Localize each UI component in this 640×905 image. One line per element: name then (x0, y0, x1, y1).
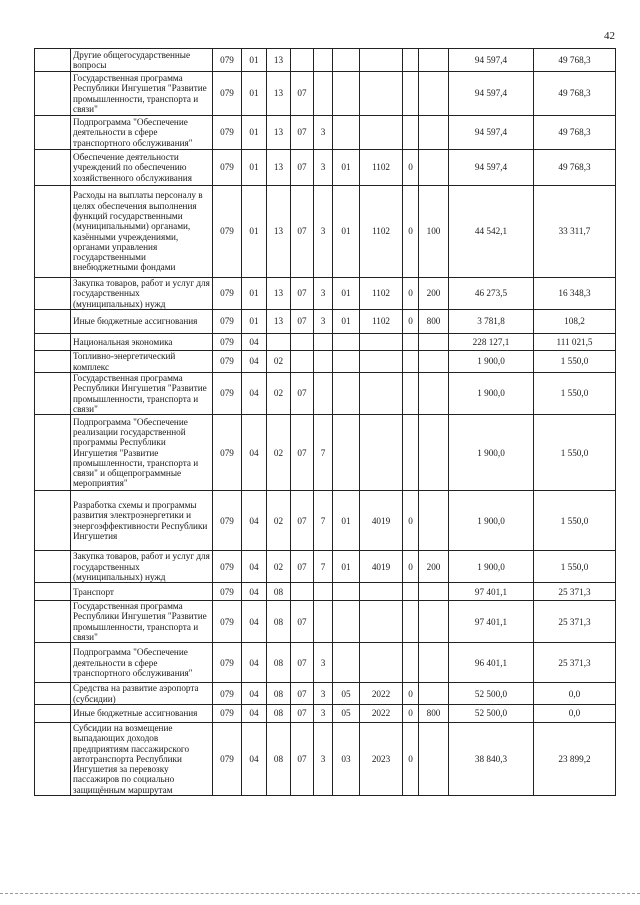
table-row (35, 373, 616, 415)
admin-code: 079 (213, 415, 242, 491)
row-name: Расходы на выплаты персоналу в целях обеспечения выполнения функций государственными (муниципальными) органами, казёнными учреждениями, органами управления государственными внебюджетными фондами (71, 186, 213, 278)
subsection-code (267, 334, 291, 351)
main-activity-code (333, 351, 360, 373)
subprogram-code: 7 (314, 415, 333, 491)
row-name: Транспорт (71, 583, 213, 601)
direction-code (360, 49, 403, 72)
subsection-code: 13 (267, 150, 291, 186)
section-code: 04 (242, 601, 267, 643)
direction-code (360, 415, 403, 491)
section-code: 04 (242, 551, 267, 583)
row-name: Обеспечение деятельности учреждений по обеспечению хозяйственного обслуживания (71, 150, 213, 186)
subprogram-code (314, 583, 333, 601)
main-activity-code: 01 (333, 310, 360, 334)
group-code (403, 49, 419, 72)
main-activity-code (333, 72, 360, 116)
row-name: Закупка товаров, работ и услуг для государственных (муниципальных) нужд (71, 278, 213, 310)
main-activity-code: 01 (333, 491, 360, 551)
subprogram-code (314, 49, 333, 72)
amount-planned: 94 597,4 (449, 49, 534, 72)
amount-executed: 33 311,7 (534, 186, 616, 278)
amount-executed: 1 550,0 (534, 415, 616, 491)
main-activity-code: 01 (333, 278, 360, 310)
admin-code: 079 (213, 116, 242, 150)
admin-code: 079 (213, 491, 242, 551)
direction-code: 2022 (360, 683, 403, 705)
row-index-cell (35, 334, 71, 351)
row-index-cell (35, 373, 71, 415)
row-index-cell (35, 351, 71, 373)
group-code: 0 (403, 491, 419, 551)
expense-type-code (419, 683, 449, 705)
row-name: Топливно-энергетический комплекс (71, 351, 213, 373)
admin-code: 079 (213, 373, 242, 415)
subprogram-code (314, 351, 333, 373)
group-code (403, 116, 419, 150)
direction-code (360, 601, 403, 643)
main-activity-code: 01 (333, 150, 360, 186)
subprogram-code (314, 72, 333, 116)
amount-planned: 52 500,0 (449, 683, 534, 705)
admin-code: 079 (213, 310, 242, 334)
row-index-cell (35, 491, 71, 551)
subprogram-code: 7 (314, 491, 333, 551)
table-row (35, 722, 616, 795)
amount-planned: 94 597,4 (449, 150, 534, 186)
subsection-code: 13 (267, 186, 291, 278)
expense-type-code (419, 72, 449, 116)
group-code (403, 643, 419, 683)
program-code: 07 (291, 683, 314, 705)
amount-executed: 1 550,0 (534, 373, 616, 415)
direction-code: 1102 (360, 186, 403, 278)
direction-code: 2023 (360, 722, 403, 795)
subsection-code: 02 (267, 415, 291, 491)
table-row (35, 116, 616, 150)
amount-executed: 1 550,0 (534, 551, 616, 583)
table-row (35, 334, 616, 351)
expense-type-code (419, 351, 449, 373)
row-index-cell (35, 278, 71, 310)
main-activity-code (333, 643, 360, 683)
subsection-code: 13 (267, 116, 291, 150)
row-name: Государственная программа Республики Ингушетия "Развитие промышленности, транспорта и связи" (71, 72, 213, 116)
section-code: 01 (242, 72, 267, 116)
program-code: 07 (291, 601, 314, 643)
row-index-cell (35, 186, 71, 278)
expense-type-code (419, 491, 449, 551)
group-code: 0 (403, 683, 419, 705)
amount-executed: 1 550,0 (534, 351, 616, 373)
group-code (403, 72, 419, 116)
expense-type-code (419, 415, 449, 491)
row-name: Разработка схемы и программы развития электроэнергетики и энергоэффективности Республики Ингушетия (71, 491, 213, 551)
row-name: Подпрограмма "Обеспечение деятельности в сфере транспортного обслуживания" (71, 643, 213, 683)
row-name: Субсидии на возмещение выпадающих доходов предприятиям пассажирского автотранспорта Республики Ингушетия за перевозку пассажиров по социально защищённым маршрутам (71, 722, 213, 795)
row-index-cell (35, 415, 71, 491)
section-code: 04 (242, 722, 267, 795)
subprogram-code: 3 (314, 722, 333, 795)
main-activity-code: 05 (333, 704, 360, 722)
group-code: 0 (403, 722, 419, 795)
program-code: 07 (291, 373, 314, 415)
subsection-code: 02 (267, 551, 291, 583)
row-index-cell (35, 704, 71, 722)
expense-type-code (419, 150, 449, 186)
main-activity-code (333, 601, 360, 643)
group-code (403, 351, 419, 373)
group-code (403, 601, 419, 643)
program-code: 07 (291, 704, 314, 722)
table-row (35, 150, 616, 186)
program-code: 07 (291, 278, 314, 310)
row-index-cell (35, 583, 71, 601)
subsection-code: 02 (267, 491, 291, 551)
group-code (403, 373, 419, 415)
table-row (35, 72, 616, 116)
admin-code: 079 (213, 683, 242, 705)
amount-planned: 1 900,0 (449, 351, 534, 373)
main-activity-code (333, 415, 360, 491)
expense-type-code: 800 (419, 310, 449, 334)
amount-planned: 97 401,1 (449, 601, 534, 643)
direction-code: 4019 (360, 551, 403, 583)
program-code (291, 583, 314, 601)
group-code: 0 (403, 150, 419, 186)
amount-executed: 23 899,2 (534, 722, 616, 795)
table-row (35, 601, 616, 643)
program-code: 07 (291, 491, 314, 551)
section-code: 01 (242, 310, 267, 334)
group-code (403, 415, 419, 491)
main-activity-code: 01 (333, 551, 360, 583)
section-code: 01 (242, 150, 267, 186)
amount-executed: 25 371,3 (534, 583, 616, 601)
budget-table (34, 48, 616, 796)
section-code: 01 (242, 49, 267, 72)
subprogram-code: 7 (314, 551, 333, 583)
amount-executed: 49 768,3 (534, 72, 616, 116)
program-code: 07 (291, 415, 314, 491)
amount-executed: 108,2 (534, 310, 616, 334)
row-name: Средства на развитие аэропорта (субсидии) (71, 683, 213, 705)
admin-code: 079 (213, 49, 242, 72)
table-row (35, 683, 616, 705)
direction-code (360, 351, 403, 373)
subsection-code: 08 (267, 643, 291, 683)
program-code: 07 (291, 551, 314, 583)
row-index-cell (35, 49, 71, 72)
table-row (35, 351, 616, 373)
amount-planned: 1 900,0 (449, 415, 534, 491)
row-index-cell (35, 722, 71, 795)
row-index-cell (35, 683, 71, 705)
amount-executed: 111 021,5 (534, 334, 616, 351)
row-name: Другие общегосударственные вопросы (71, 49, 213, 72)
direction-code: 4019 (360, 491, 403, 551)
section-code: 04 (242, 683, 267, 705)
subsection-code: 13 (267, 310, 291, 334)
group-code (403, 334, 419, 351)
admin-code: 079 (213, 186, 242, 278)
admin-code: 079 (213, 150, 242, 186)
program-code: 07 (291, 72, 314, 116)
subsection-code: 13 (267, 278, 291, 310)
amount-planned: 97 401,1 (449, 583, 534, 601)
amount-executed: 16 348,3 (534, 278, 616, 310)
admin-code: 079 (213, 551, 242, 583)
expense-type-code (419, 373, 449, 415)
admin-code: 079 (213, 334, 242, 351)
row-index-cell (35, 116, 71, 150)
row-name: Иные бюджетные ассигнования (71, 310, 213, 334)
section-code: 04 (242, 643, 267, 683)
main-activity-code: 05 (333, 683, 360, 705)
program-code: 07 (291, 722, 314, 795)
row-name: Иные бюджетные ассигнования (71, 704, 213, 722)
expense-type-code (419, 722, 449, 795)
section-code: 01 (242, 186, 267, 278)
admin-code: 079 (213, 583, 242, 601)
expense-type-code: 200 (419, 551, 449, 583)
direction-code (360, 373, 403, 415)
program-code: 07 (291, 150, 314, 186)
expense-type-code: 100 (419, 186, 449, 278)
amount-planned: 52 500,0 (449, 704, 534, 722)
group-code: 0 (403, 310, 419, 334)
table-row (35, 491, 616, 551)
page-bottom-line (0, 893, 640, 894)
section-code: 04 (242, 415, 267, 491)
table-row (35, 551, 616, 583)
amount-executed: 0,0 (534, 683, 616, 705)
main-activity-code (333, 373, 360, 415)
amount-executed: 49 768,3 (534, 116, 616, 150)
subsection-code: 13 (267, 72, 291, 116)
expense-type-code: 200 (419, 278, 449, 310)
expense-type-code (419, 334, 449, 351)
subsection-code: 08 (267, 583, 291, 601)
group-code: 0 (403, 186, 419, 278)
admin-code: 079 (213, 72, 242, 116)
main-activity-code (333, 334, 360, 351)
main-activity-code (333, 583, 360, 601)
group-code: 0 (403, 704, 419, 722)
table-row (35, 704, 616, 722)
direction-code: 1102 (360, 310, 403, 334)
subsection-code: 02 (267, 373, 291, 415)
row-name: Национальная экономика (71, 334, 213, 351)
main-activity-code (333, 49, 360, 72)
subprogram-code: 3 (314, 704, 333, 722)
amount-planned: 1 900,0 (449, 491, 534, 551)
program-code: 07 (291, 186, 314, 278)
admin-code: 079 (213, 601, 242, 643)
table-row (35, 49, 616, 72)
row-name: Подпрограмма "Обеспечение реализации государственной программы Республики Ингушетия "Развитие промышленности, транспорта и связи" и общепрограммные мероприятия" (71, 415, 213, 491)
section-code: 04 (242, 351, 267, 373)
table-row (35, 278, 616, 310)
admin-code: 079 (213, 643, 242, 683)
direction-code: 1102 (360, 150, 403, 186)
subprogram-code: 3 (314, 150, 333, 186)
section-code: 04 (242, 583, 267, 601)
direction-code (360, 116, 403, 150)
row-index-cell (35, 72, 71, 116)
subprogram-code (314, 601, 333, 643)
section-code: 04 (242, 334, 267, 351)
direction-code (360, 583, 403, 601)
subsection-code: 08 (267, 722, 291, 795)
amount-planned: 94 597,4 (449, 116, 534, 150)
table-row (35, 186, 616, 278)
row-index-cell (35, 150, 71, 186)
amount-executed: 25 371,3 (534, 601, 616, 643)
subprogram-code: 3 (314, 683, 333, 705)
amount-executed: 49 768,3 (534, 150, 616, 186)
section-code: 01 (242, 278, 267, 310)
amount-planned: 46 273,5 (449, 278, 534, 310)
subprogram-code: 3 (314, 186, 333, 278)
row-name: Закупка товаров, работ и услуг для государственных (муниципальных) нужд (71, 551, 213, 583)
row-name: Государственная программа Республики Ингушетия "Развитие промышленности, транспорта и связи" (71, 373, 213, 415)
amount-planned: 1 900,0 (449, 373, 534, 415)
program-code (291, 334, 314, 351)
subsection-code: 02 (267, 351, 291, 373)
page-number: 42 (604, 30, 615, 42)
program-code: 07 (291, 643, 314, 683)
row-name: Государственная программа Республики Ингушетия "Развитие промышленности, транспорта и связи" (71, 601, 213, 643)
direction-code: 1102 (360, 278, 403, 310)
direction-code (360, 334, 403, 351)
admin-code: 079 (213, 278, 242, 310)
main-activity-code (333, 116, 360, 150)
amount-executed: 49 768,3 (534, 49, 616, 72)
row-name: Подпрограмма "Обеспечение деятельности в сфере транспортного обслуживания" (71, 116, 213, 150)
subsection-code: 13 (267, 49, 291, 72)
expense-type-code (419, 643, 449, 683)
expense-type-code (419, 49, 449, 72)
row-index-cell (35, 310, 71, 334)
amount-planned: 228 127,1 (449, 334, 534, 351)
amount-planned: 1 900,0 (449, 551, 534, 583)
amount-executed: 1 550,0 (534, 491, 616, 551)
admin-code: 079 (213, 704, 242, 722)
group-code (403, 583, 419, 601)
amount-planned: 3 781,8 (449, 310, 534, 334)
section-code: 04 (242, 491, 267, 551)
expense-type-code: 800 (419, 704, 449, 722)
section-code: 04 (242, 704, 267, 722)
amount-executed: 25 371,3 (534, 643, 616, 683)
program-code (291, 351, 314, 373)
table-row (35, 643, 616, 683)
direction-code (360, 72, 403, 116)
direction-code (360, 643, 403, 683)
direction-code: 2022 (360, 704, 403, 722)
subprogram-code: 3 (314, 278, 333, 310)
program-code (291, 49, 314, 72)
amount-executed: 0,0 (534, 704, 616, 722)
section-code: 04 (242, 373, 267, 415)
amount-planned: 94 597,4 (449, 72, 534, 116)
program-code: 07 (291, 116, 314, 150)
expense-type-code (419, 583, 449, 601)
group-code: 0 (403, 278, 419, 310)
subprogram-code: 3 (314, 116, 333, 150)
section-code: 01 (242, 116, 267, 150)
table-row (35, 310, 616, 334)
expense-type-code (419, 601, 449, 643)
amount-planned: 96 401,1 (449, 643, 534, 683)
row-index-cell (35, 643, 71, 683)
admin-code: 079 (213, 351, 242, 373)
program-code: 07 (291, 310, 314, 334)
subprogram-code (314, 373, 333, 415)
subprogram-code: 3 (314, 643, 333, 683)
subprogram-code (314, 334, 333, 351)
admin-code: 079 (213, 722, 242, 795)
subsection-code: 08 (267, 683, 291, 705)
group-code: 0 (403, 551, 419, 583)
expense-type-code (419, 116, 449, 150)
main-activity-code: 03 (333, 722, 360, 795)
subsection-code: 08 (267, 601, 291, 643)
row-index-cell (35, 601, 71, 643)
subsection-code: 08 (267, 704, 291, 722)
table-row (35, 415, 616, 491)
table-row (35, 583, 616, 601)
amount-planned: 38 840,3 (449, 722, 534, 795)
subprogram-code: 3 (314, 310, 333, 334)
row-index-cell (35, 551, 71, 583)
main-activity-code: 01 (333, 186, 360, 278)
amount-planned: 44 542,1 (449, 186, 534, 278)
